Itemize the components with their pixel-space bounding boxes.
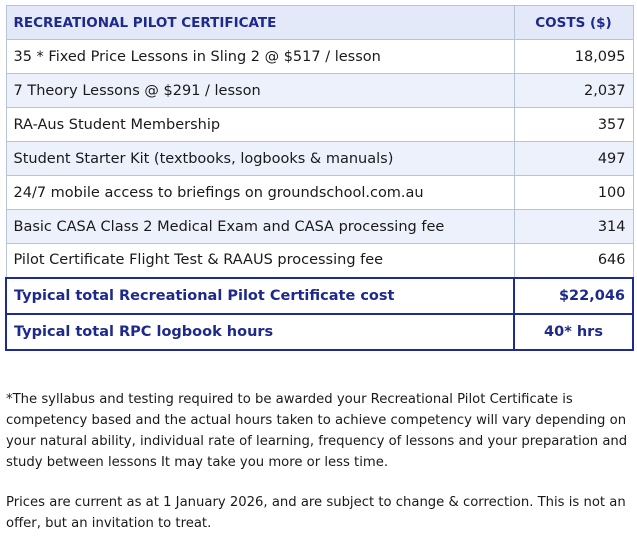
row-cost: 314 xyxy=(514,210,633,244)
row-cost: 357 xyxy=(514,108,633,142)
header-title: RECREATIONAL PILOT CERTIFICATE xyxy=(6,6,514,40)
row-description: Student Starter Kit (textbooks, logbooks & manuals) xyxy=(6,142,514,176)
row-cost: 646 xyxy=(514,244,633,278)
row-cost: 2,037 xyxy=(514,74,633,108)
syllabus-note: *The syllabus and testing required to be awarded your Recreational Pilot Certificate is competency based and the actual hours taken to achieve competency will vary depending on your natural ability, individual rate of learning, frequency of lessons and your preparation and study between lessons It may take you more or less time. xyxy=(6,392,628,470)
row-description: 35 * Fixed Price Lessons in Sling 2 @ $517 / lesson xyxy=(6,40,514,74)
row-description: 24/7 mobile access to briefings on groundschool.com.au xyxy=(6,176,514,210)
table-row xyxy=(6,244,633,278)
row-cost: 18,095 xyxy=(514,40,633,74)
prices-note: Prices are current as at 1 January 2026, and are subject to change & correction. This is not an offer, but an invitation to treat. xyxy=(6,495,626,531)
total-cost-row xyxy=(6,278,633,314)
table-row xyxy=(6,176,633,210)
row-cost: 497 xyxy=(514,142,633,176)
total-cost-value: $22,046 xyxy=(514,278,633,314)
table-row xyxy=(6,40,633,74)
total-hours-value: 40* hrs xyxy=(514,314,633,350)
total-cost-label: Typical total Recreational Pilot Certificate cost xyxy=(6,278,514,314)
table-row xyxy=(6,210,633,244)
total-hours-row xyxy=(6,314,633,350)
row-description: Basic CASA Class 2 Medical Exam and CASA processing fee xyxy=(6,210,514,244)
table-row xyxy=(6,74,633,108)
row-cost: 100 xyxy=(514,176,633,210)
footnotes xyxy=(6,389,630,553)
row-description: 7 Theory Lessons @ $291 / lesson xyxy=(6,74,514,108)
total-hours-label: Typical total RPC logbook hours xyxy=(6,314,514,350)
row-description: Pilot Certificate Flight Test & RAAUS processing fee xyxy=(6,244,514,278)
cost-table xyxy=(5,5,634,351)
row-description: RA-Aus Student Membership xyxy=(6,108,514,142)
table-row xyxy=(6,108,633,142)
header-cost: COSTS ($) xyxy=(514,6,633,40)
table-header-row xyxy=(6,6,633,40)
table-row xyxy=(6,142,633,176)
